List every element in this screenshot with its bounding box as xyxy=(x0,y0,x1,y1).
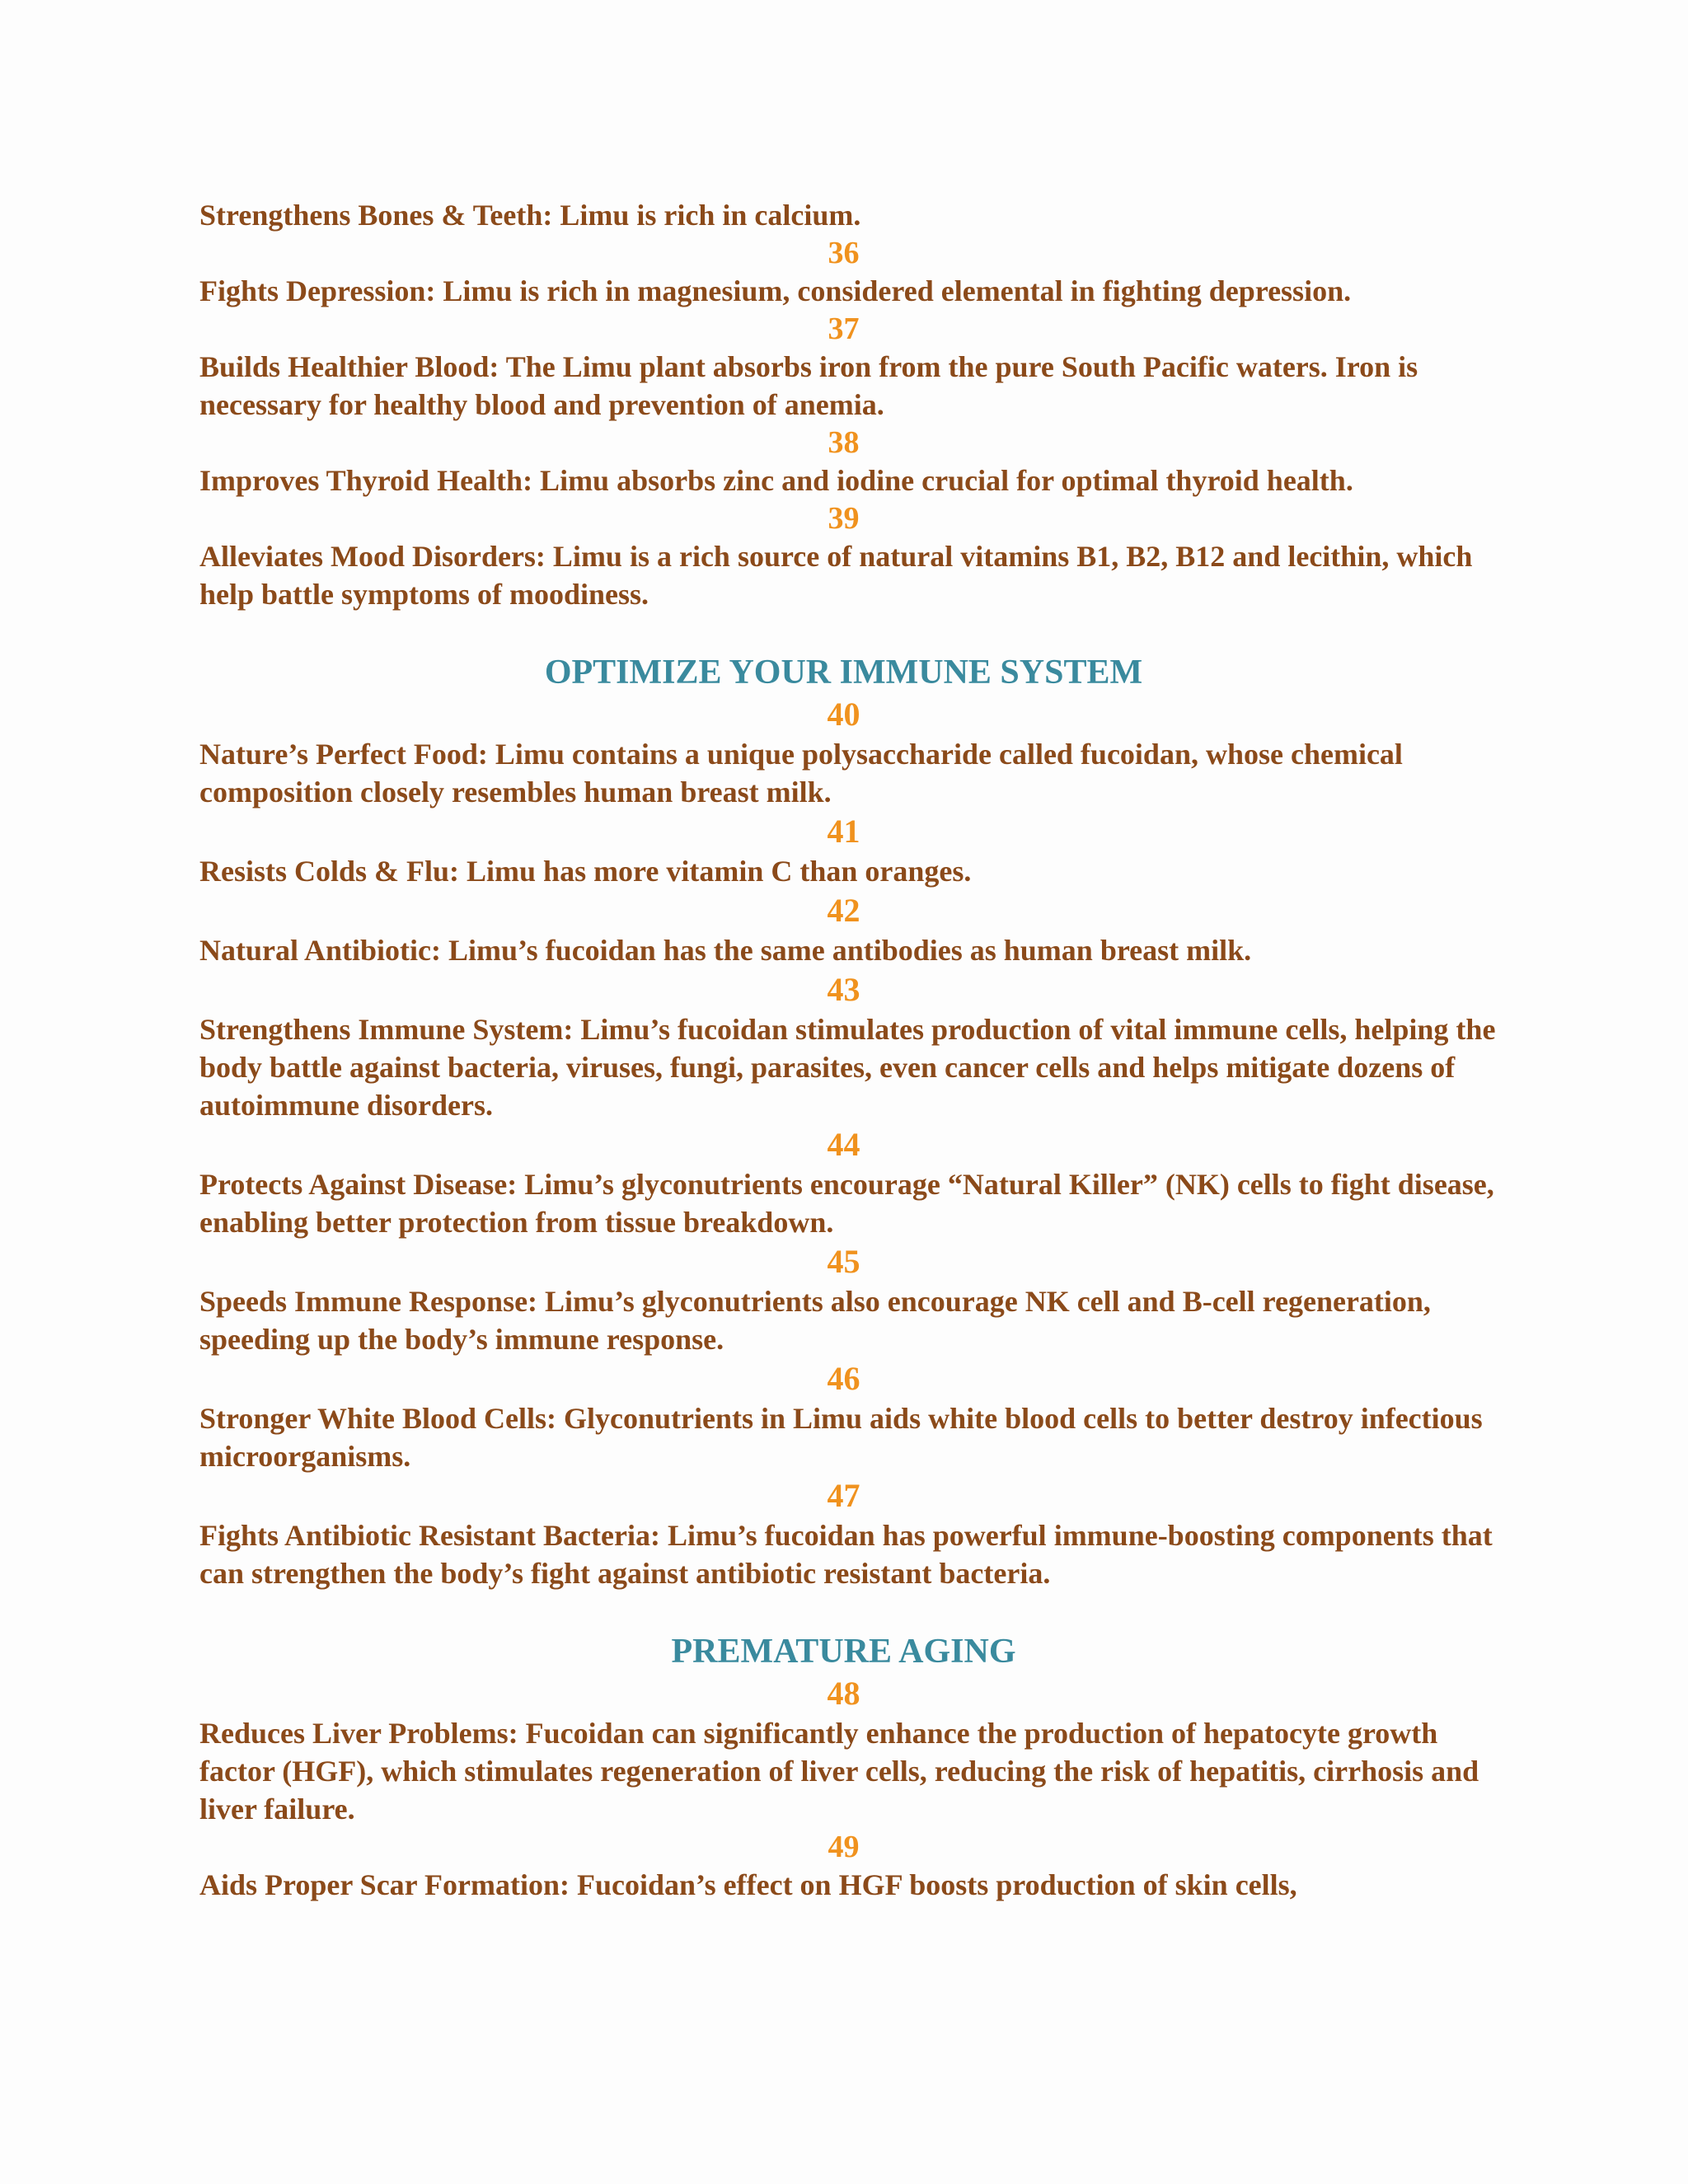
section-minerals xyxy=(199,196,1518,613)
item-number-49: 49 xyxy=(828,1830,860,1864)
item-number-39: 39 xyxy=(828,501,860,536)
item-number-48: 48 xyxy=(827,1675,860,1712)
item-number-40: 40 xyxy=(827,696,860,733)
item-text-antibiotic: Natural Antibiotic: Limu’s fucoidan has the same antibodies as human breast milk. xyxy=(199,934,1252,967)
item-number-45: 45 xyxy=(827,1243,860,1280)
item-number-42: 42 xyxy=(827,892,860,929)
item-number-41: 41 xyxy=(827,813,860,850)
item-text-immune-system: Strengthens Immune System: Limu’s fucoidan stimulates production of vital immune cells, helping the body battle against bacteria, viruses, fungi, parasites, even cancer cells and helps mitigate dozens of autoimmune disorders. xyxy=(199,1013,1496,1122)
item-text-perfect-food: Nature’s Perfect Food: Limu contains a unique polysaccharide called fucoidan, whose chemical composition closely resembles human breast milk. xyxy=(199,738,1403,808)
item-number-44: 44 xyxy=(827,1126,860,1163)
item-text-white-blood-cells: Stronger White Blood Cells: Glyconutrients in Limu aids white blood cells to better destroy infectious microorganisms. xyxy=(199,1402,1483,1473)
section-heading-immune: OPTIMIZE YOUR IMMUNE SYSTEM xyxy=(544,654,1143,691)
item-number-38: 38 xyxy=(828,425,860,460)
item-text-thyroid: Improves Thyroid Health: Limu absorbs zinc and iodine crucial for optimal thyroid health. xyxy=(199,464,1353,497)
item-number-46: 46 xyxy=(827,1360,860,1397)
item-text-blood: Builds Healthier Blood: The Limu plant absorbs iron from the pure South Pacific waters. Iron is necessary for healthy blood and prevention of anemia. xyxy=(199,350,1418,421)
item-text-depression: Fights Depression: Limu is rich in magnesium, considered elemental in fighting depression. xyxy=(199,274,1352,307)
item-text-liver: Reduces Liver Problems: Fucoidan can significantly enhance the production of hepatocyte growth factor (HGF), which stimulates regeneration of liver cells, reducing the risk of hepatitis, cirrhosis and liver failure. xyxy=(199,1717,1479,1825)
item-number-43: 43 xyxy=(827,971,860,1008)
item-text-immune-response: Speeds Immune Response: Limu’s glyconutrients also encourage NK cell and B-cell regeneration, speeding up the body’s immune response. xyxy=(199,1285,1431,1356)
section-aging xyxy=(199,1630,1518,1904)
item-text-colds-flu: Resists Colds & Flu: Limu has more vitamin C than oranges. xyxy=(199,855,972,888)
item-text-bones: Strengthens Bones & Teeth: Limu is rich in calcium. xyxy=(199,199,861,232)
item-text-resistant-bacteria: Fights Antibiotic Resistant Bacteria: Limu’s fucoidan has powerful immune-boosting components that can strengthen the body’s fight against antibiotic resistant bacteria. xyxy=(199,1519,1493,1590)
item-number-36: 36 xyxy=(828,236,860,270)
item-text-scar: Aids Proper Scar Formation: Fucoidan’s effect on HGF boosts production of skin cells, xyxy=(199,1868,1297,1901)
item-number-37: 37 xyxy=(828,312,860,346)
item-text-disease: Protects Against Disease: Limu’s glyconutrients encourage “Natural Killer” (NK) cells to fight disease, enabling better protection from tissue breakdown. xyxy=(199,1168,1494,1239)
section-heading-aging: PREMATURE AGING xyxy=(671,1633,1016,1671)
item-number-47: 47 xyxy=(827,1477,860,1514)
document-page xyxy=(199,196,1518,1904)
item-text-mood: Alleviates Mood Disorders: Limu is a rich source of natural vitamins B1, B2, B12 and lecithin, which help battle symptoms of moodiness. xyxy=(199,540,1473,611)
section-immune xyxy=(199,651,1518,1592)
